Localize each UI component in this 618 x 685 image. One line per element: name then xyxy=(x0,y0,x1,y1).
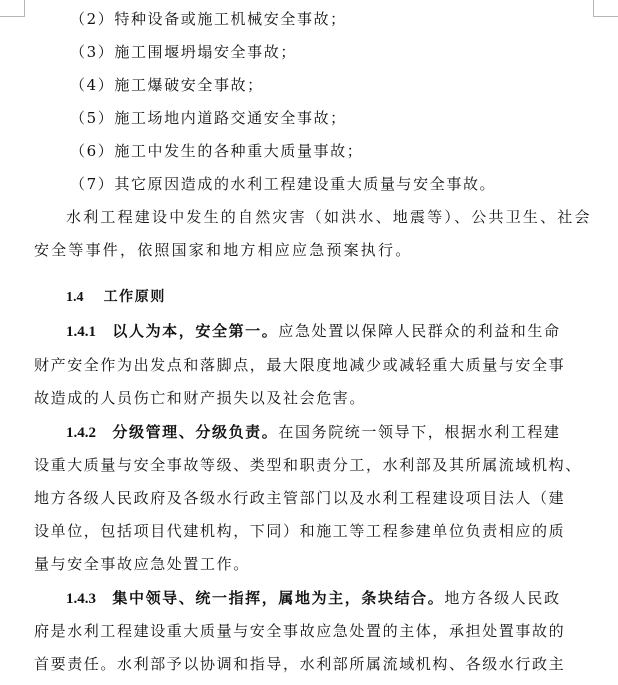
paragraph-line: 安全等事件，依照国家和地方相应应急预案执行。 xyxy=(34,241,413,259)
clause-lead: 集中领导、统一指挥，属地为主，条块结合。 xyxy=(112,589,445,607)
clause-lead: 分级管理、分级负责。 xyxy=(112,423,279,441)
section-title: 工作原则 xyxy=(103,289,166,305)
paragraph-1-4-2 xyxy=(66,421,586,444)
clause-number: 1.4.2 xyxy=(66,425,96,441)
clause-lead: 以人为本，安全第一。 xyxy=(112,322,279,340)
list-item: （6）施工中发生的各种重大质量事故； xyxy=(70,142,364,160)
paragraph-line: 府是水利工程建设重大质量与安全事故应急处置的主体，承担处置事故的 xyxy=(34,622,566,640)
paragraph-text: 地方各级人民政 xyxy=(444,589,561,607)
margin-crop-mark-left xyxy=(0,0,25,17)
list-item: （3）施工围堰坍塌安全事故； xyxy=(70,43,297,61)
paragraph-1-4-3 xyxy=(66,587,586,610)
paragraph-line: 地方各级人民政府及各级水行政主管部门以及水利工程建设项目法人（建 xyxy=(34,489,566,507)
section-heading xyxy=(66,286,586,309)
paragraph-text: 应急处置以保障人民群众的利益和生命 xyxy=(278,322,561,340)
list-item: （4）施工爆破安全事故； xyxy=(70,76,264,94)
clause-number: 1.4.3 xyxy=(66,591,96,607)
paragraph-line: 财产安全作为出发点和落脚点，最大限度地减少或减轻重大质量与安全事 xyxy=(34,356,566,374)
paragraph-line: 故造成的人员伤亡和财产损失以及社会危害。 xyxy=(34,389,367,407)
list-item: （2）特种设备或施工机械安全事故； xyxy=(70,10,347,28)
paragraph-1-4-1 xyxy=(66,320,586,343)
list-item: （7）其它原因造成的水利工程建设重大质量与安全事故。 xyxy=(70,175,497,193)
paragraph-line: 设重大质量与安全事故等级、类型和职责分工，水利部及其所属流域机构、 xyxy=(34,456,582,474)
paragraph-text: 在国务院统一领导下，根据水利工程建 xyxy=(278,423,561,441)
list-item: （5）施工场地内道路交通安全事故； xyxy=(70,109,347,127)
paragraph-line: 水利工程建设中发生的自然灾害（如洪水、地震等）、公共卫生、社会 xyxy=(66,208,592,226)
paragraph-line: 首要责任。水利部予以协调和指导，水利部所属流域机构、各级水行政主 xyxy=(34,655,566,673)
paragraph-line: 设单位，包括项目代建机构，下同）和施工等工程参建单位负责相应的质 xyxy=(34,522,566,540)
paragraph-line: 量与安全事故应急处置工作。 xyxy=(34,555,250,573)
margin-crop-mark-right xyxy=(593,0,618,17)
section-number: 1.4 xyxy=(66,290,84,305)
clause-number: 1.4.1 xyxy=(66,324,96,340)
